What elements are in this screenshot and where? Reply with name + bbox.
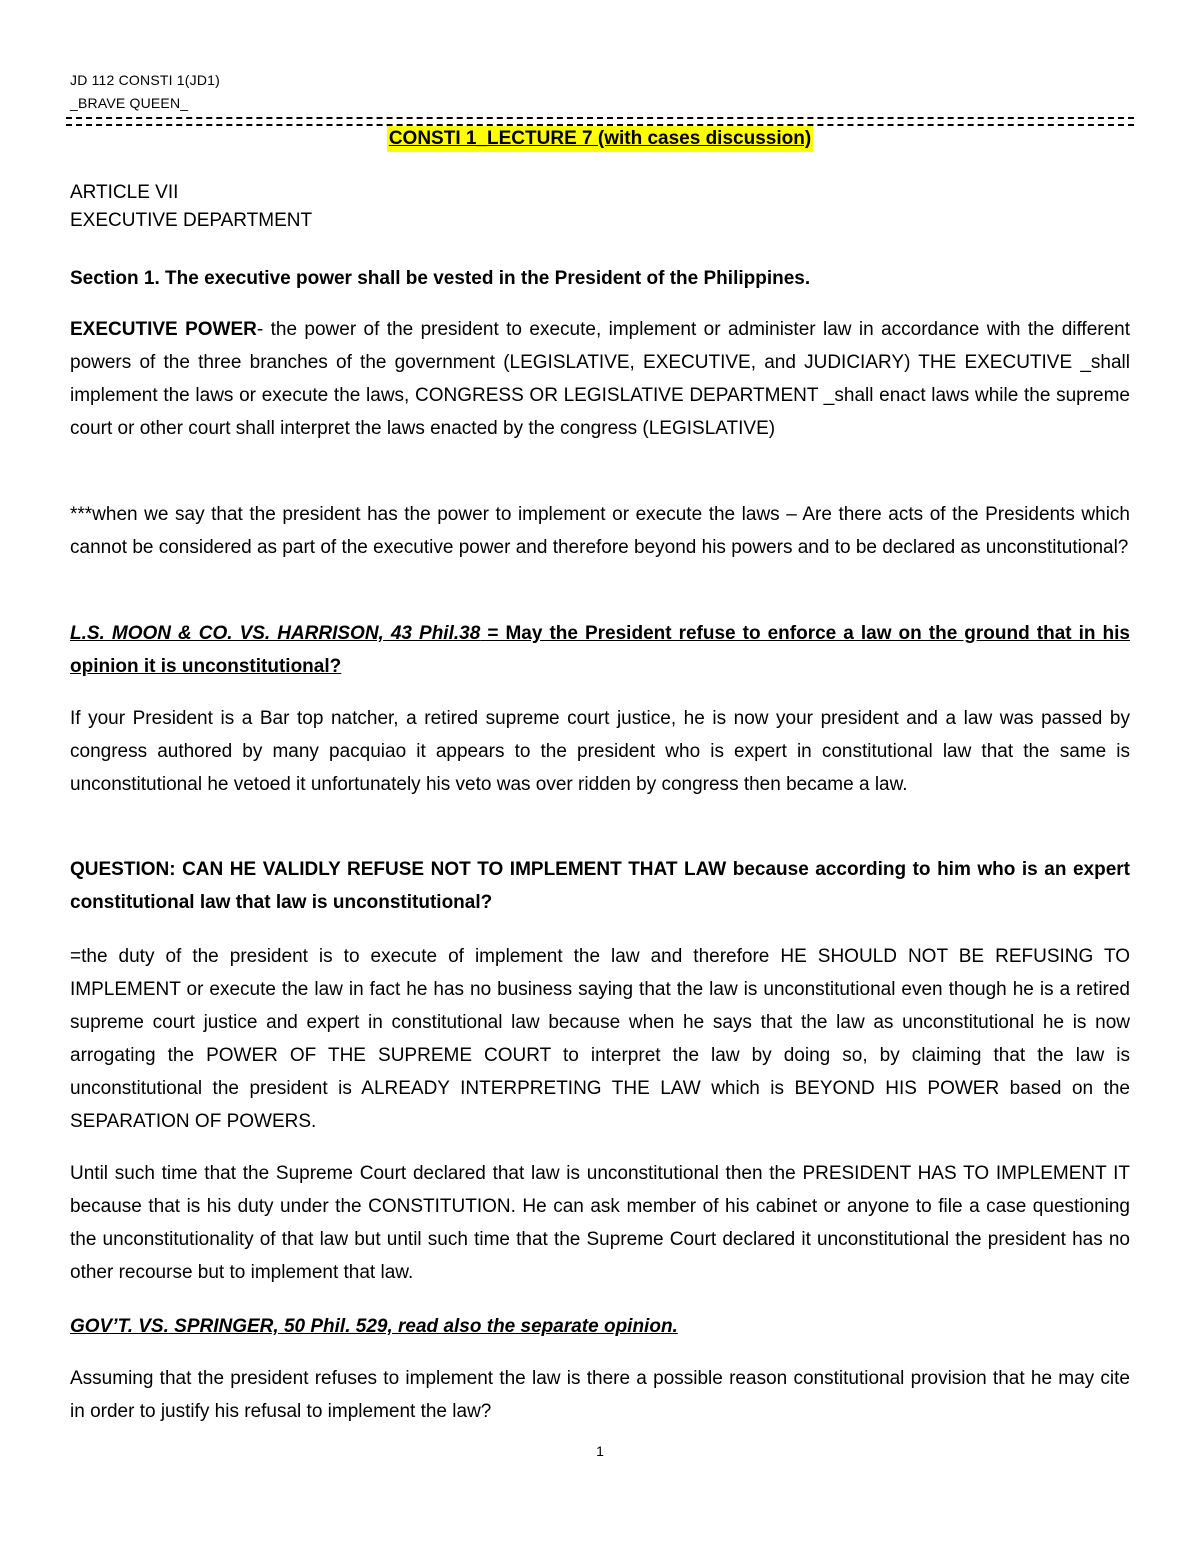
article-name: EXECUTIVE DEPARTMENT [70, 210, 313, 231]
executive-power-definition: - the power of the president to execute, implement or administer law in accordance with the different powers of the three branches of the government (LEGISLATIVE, EXECUTIVE, and JUDICIARY) THE EXECUTIVE _shall implement the laws or execute the laws, CONGRESS OR LEGISLATIVE DEPARTMENT _shall enact laws while the supreme court or other court shall interpret the laws enacted by the congress (LEGISLATIVE) [70, 319, 1130, 439]
section-1: Section 1. The executive power shall be vested in the President of the Philippines. [70, 268, 811, 289]
case-moon-question: = May the President refuse to enforce a law on the ground that in his opinion it is unconstitutional? [70, 623, 1130, 677]
question-rest: because according to him who is an expert constitutional law that law is unconstitutional? [70, 859, 1130, 913]
article-number: ARTICLE VII [70, 182, 179, 203]
question-label: QUESTION: CAN HE VALIDLY REFUSE NOT TO IMPLEMENT THAT LAW [70, 859, 727, 880]
executive-power-paragraph [70, 313, 1130, 445]
course-header: JD 112 CONSTI 1(JD1) [70, 72, 220, 88]
note-paragraph: ***when we say that the president has the power to implement or execute the laws – Are there acts of the Presidents which cannot be considered as part of the executive power and therefore beyond his powers and to be declared as unconstitutional? [70, 504, 1130, 558]
case-springer: GOV’T. VS. SPRINGER, 50 Phil. 529, read also the separate opinion. [70, 1316, 678, 1337]
until-paragraph: Until such time that the Supreme Court declared that law is unconstitutional then the PRESIDENT HAS TO IMPLEMENT IT because that is his duty under the CONSTITUTION. He can ask member of his cabinet or anyone to file a case questioning the unconstitutionality of that law but until such time that the Supreme Court declared it unconstitutional the president has no other recourse but to implement that law. [70, 1163, 1130, 1283]
case-moon-paragraph [70, 617, 1130, 683]
question-paragraph [70, 853, 1130, 919]
assuming-paragraph: Assuming that the president refuses to implement the law is there a possible reason constitutional provision that he may cite in order to justify his refusal to implement the law? [70, 1368, 1130, 1422]
title-container [0, 126, 1200, 152]
page-number: 1 [596, 1443, 604, 1459]
lecture-title: CONSTI 1_LECTURE 7 (with cases discussion) [387, 126, 813, 152]
header-divider-top [66, 117, 1134, 119]
bar-topnotcher-paragraph: If your President is a Bar top natcher, a retired supreme court justice, he is now your president and a law was passed by congress authored by many pacquiao it appears to the president who is expert in constitutional law that the same is unconstitutional he vetoed it unfortunately his veto was over ridden by congress then became a law. [70, 708, 1130, 795]
author-header: _BRAVE QUEEN_ [70, 95, 189, 111]
article-heading [70, 176, 1130, 237]
executive-power-term: EXECUTIVE POWER [70, 319, 257, 340]
answer-paragraph: =the duty of the president is to execute of implement the law and therefore HE SHOULD NOT BE REFUSING TO IMPLEMENT or execute the law in fact he has no business saying that the law is unconstitutional even though he is a retired supreme court justice and expert in constitutional law because when he says that the law as unconstitutional he is now arrogating the POWER OF THE SUPREME COURT to interpret the law by doing so, by claiming that the law is unconstitutional the president is ALREADY INTERPRETING THE LAW which is BEYOND HIS POWER based on the SEPARATION OF POWERS. [70, 946, 1130, 1132]
case-moon-citation: L.S. MOON & CO. VS. HARRISON, 43 Phil.38 [70, 623, 481, 644]
